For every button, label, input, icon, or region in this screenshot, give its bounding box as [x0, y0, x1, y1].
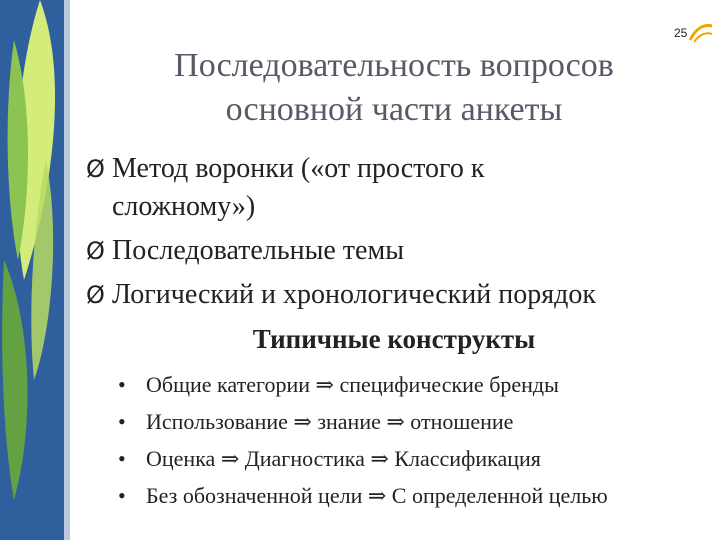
bullet-text-line2: сложному») [112, 191, 256, 222]
bullet-logical-order [86, 276, 706, 314]
construct-text: Общие категории ⇒ специфические бренды [146, 372, 559, 397]
leaf-decoration [0, 0, 64, 540]
construct-item [118, 477, 718, 514]
page-number: 25 [674, 26, 688, 40]
construct-item [118, 403, 718, 440]
construct-text: Использование ⇒ знание ⇒ отношение [146, 409, 514, 434]
main-bullet-list [86, 150, 706, 320]
dot-marker-icon: • [118, 483, 126, 508]
construct-text: Оценка ⇒ Диагностика ⇒ Классификация [146, 446, 541, 471]
constructs-list [118, 366, 718, 514]
bullet-sequential-topics [86, 232, 706, 270]
bullet-text: Последовательные темы [112, 235, 405, 266]
typical-constructs-heading: Типичные конструкты [252, 324, 536, 354]
left-decorative-band [0, 0, 64, 540]
corner-swirl-icon [688, 22, 714, 44]
construct-text: Без обозначенной цели ⇒ С определенной целью [146, 483, 608, 508]
dot-marker-icon: • [118, 409, 126, 434]
bullet-funnel-method [86, 150, 706, 226]
vertical-accent-line [64, 0, 70, 540]
bullet-marker-icon: Ø [86, 155, 105, 183]
construct-item [118, 366, 718, 403]
slide-title [80, 44, 708, 132]
dot-marker-icon: • [118, 446, 126, 471]
construct-item [118, 440, 718, 477]
bullet-text: Логический и хронологический порядок [112, 279, 596, 310]
dot-marker-icon: • [118, 372, 126, 397]
title-line-1: Последовательность вопросов [174, 47, 614, 84]
bullet-marker-icon: Ø [86, 237, 105, 265]
bullet-marker-icon: Ø [86, 281, 105, 309]
bullet-text-line1: Метод воронки («от простого к [112, 153, 485, 184]
title-line-2: основной части анкеты [225, 91, 563, 128]
